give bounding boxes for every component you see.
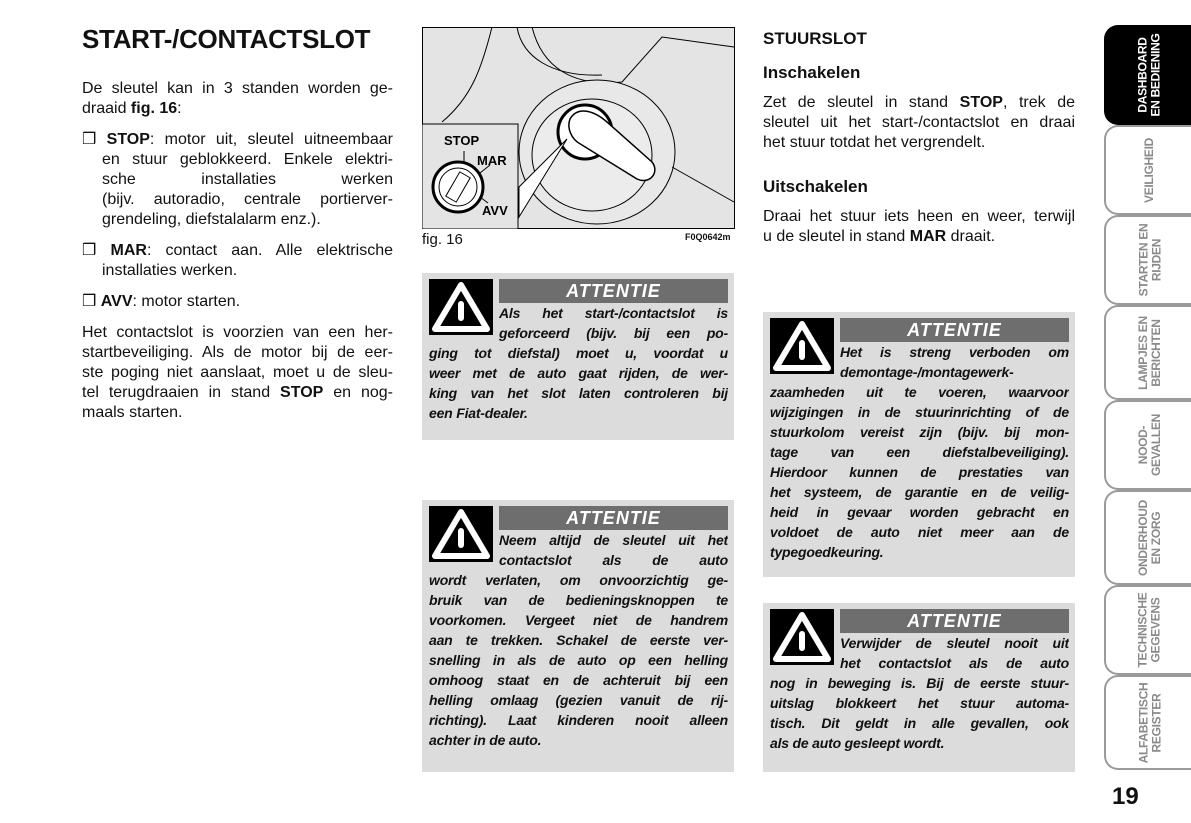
text-line <box>82 343 393 363</box>
chapter-tab-label: TECHNISCHE GEGEVENS <box>1135 592 1163 668</box>
warning-text-line: geforceerd (bijv. bij een po- <box>499 325 728 341</box>
label-mar: MAR <box>477 153 507 168</box>
warning-triangle-icon <box>770 609 834 665</box>
warning-header: ATTENTIE <box>499 279 728 303</box>
text-segment: Het contactslot is voorzien van een her- <box>82 324 393 341</box>
warning-text-line: achter in de auto. <box>429 732 542 748</box>
warning-text-line: contactslot als de auto <box>499 552 728 568</box>
chapter-tab[interactable] <box>1104 215 1191 305</box>
warning-text-line: weer met de auto gaat rijden, de wer- <box>429 365 728 381</box>
text-line <box>82 210 393 230</box>
warning-text-line: heid in gevaar worden gebracht en <box>770 504 1069 520</box>
subsection-heading: Inschakelen <box>763 63 861 82</box>
text-segment: ❒ <box>82 242 111 259</box>
text-segment: : motor uit, sleutel uitneembaar <box>149 131 393 148</box>
text-line <box>82 99 393 119</box>
text-line <box>82 403 393 423</box>
warning-text-line: demontage-/montagewerk- <box>840 364 1014 380</box>
text-line <box>82 323 393 343</box>
left-column <box>82 79 393 423</box>
warning-text-line: bruik van de bedieningsknoppen te <box>429 592 728 608</box>
text-segment: : motor starten. <box>132 293 241 310</box>
chapter-tab-label: VEILIGHEID <box>1142 137 1157 203</box>
figure-code: F0Q0642m <box>685 232 731 242</box>
warning-text-line: tisch. Dit geldt in alle gevallen, ook <box>770 715 1069 731</box>
bullet-item <box>82 292 393 312</box>
warning-header: ATTENTIE <box>840 609 1069 633</box>
text-line <box>82 363 393 383</box>
text-segment: het stuur totdat het vergrendelt. <box>763 134 986 151</box>
warning-box <box>422 273 734 440</box>
warning-box <box>763 603 1075 772</box>
warning-text-line: king van het slot laten controleren bij <box>429 385 728 401</box>
chapter-tab[interactable] <box>1104 25 1191 125</box>
warning-text-line: Verwijder de sleutel nooit uit <box>840 635 1069 651</box>
right-column <box>763 29 1075 247</box>
text-line <box>82 79 393 99</box>
ignition-illustration <box>422 27 735 229</box>
chapter-tab-label: LAMPJES EN BERICHTEN <box>1136 315 1163 390</box>
text-segment: maals starten. <box>82 404 183 421</box>
text-segment: startbeveiliging. Als de motor bij de eer- <box>82 344 393 361</box>
text-segment: sleutel uit het start-/contactslot en draai <box>763 114 1075 131</box>
chapter-tab-label: STARTEN EN RIJDEN <box>1136 223 1163 297</box>
text-segment: grendeling, diefstalalarm enz.). <box>102 211 321 228</box>
warning-text-line: stuurkolom vereist zijn (bijv. bij mon- <box>770 424 1069 440</box>
warning-text-line: een Fiat-dealer. <box>429 405 528 421</box>
text-line <box>82 241 393 261</box>
text-line <box>82 383 393 403</box>
warning-text-line: omhoog staat en de achteruit bij een <box>429 672 728 688</box>
label-stop: STOP <box>444 133 480 148</box>
chapter-tab[interactable] <box>1104 400 1191 490</box>
text-line <box>82 190 393 210</box>
text-segment: ste poging niet aanslaat, moet u de sleu- <box>82 364 393 381</box>
warning-text-line: voldoet de auto niet meer aan de <box>770 524 1069 540</box>
spacer <box>763 153 1075 177</box>
text-line <box>82 170 393 190</box>
warning-text-line: ging tot diefstal) moet u, voordat u <box>429 345 728 361</box>
bold-term: fig. 16 <box>130 100 178 117</box>
warning-text-line: Als het start-/contactslot is <box>499 305 728 321</box>
figure-caption: fig. 16 <box>422 231 463 248</box>
warning-text-line: het systeem, de garantie en de veilig- <box>770 484 1069 500</box>
text-line <box>763 93 1075 113</box>
warning-header: ATTENTIE <box>840 318 1069 342</box>
text-segment: en stuur geblokkeerd. Enkele elektri- <box>102 151 393 168</box>
section-heading: STUURSLOT <box>763 29 867 48</box>
warning-box <box>422 500 734 772</box>
text-segment: ❒ <box>82 131 107 148</box>
chapter-tab[interactable] <box>1104 675 1191 770</box>
text-segment: sche installaties werken <box>102 171 393 188</box>
warning-text-line: als de auto gesleept wordt. <box>770 735 945 751</box>
spacer <box>82 281 393 292</box>
text-segment: Zet de sleutel in stand <box>763 94 960 111</box>
warning-triangle-icon <box>429 279 493 335</box>
chapter-tab-label: ONDERHOUD EN ZORG <box>1136 499 1163 576</box>
warning-text-line: wordt verlaten, om onvoorzichtig ge- <box>429 572 728 588</box>
text-line <box>763 113 1075 133</box>
bullet-item <box>82 130 393 230</box>
warning-text-line: Neem altijd de sleutel uit het <box>499 532 728 548</box>
bold-term: STOP <box>959 94 1003 111</box>
chapter-tab[interactable] <box>1104 125 1191 215</box>
text-segment: : contact aan. Alle elektrische <box>146 242 393 259</box>
text-segment: en nog- <box>323 384 393 401</box>
text-segment: (bijv. autoradio, centrale portierver- <box>102 191 393 208</box>
bold-term: MAR <box>110 242 147 259</box>
text-segment: : <box>177 100 182 117</box>
text-segment: draaid <box>82 100 131 117</box>
warning-text-line: Het is streng verboden om <box>840 344 1069 360</box>
text-segment: Draai het stuur iets heen en weer, terwijl <box>763 208 1075 225</box>
text-line <box>82 130 393 150</box>
text-line <box>82 261 393 281</box>
text-line <box>82 292 393 312</box>
text-line <box>82 150 393 170</box>
chapter-tab[interactable] <box>1104 305 1191 400</box>
bullet-item <box>82 241 393 281</box>
chapter-tab-label: NOOD- GEVALLEN <box>1136 413 1163 477</box>
warning-text-line: aan te trekken. Schakel de eerste ver- <box>429 632 728 648</box>
warning-text-line: Hierdoor kunnen de prestaties van <box>770 464 1069 480</box>
bold-term: STOP <box>106 131 150 148</box>
text-line <box>763 207 1075 227</box>
text-line <box>763 227 1075 247</box>
spacer <box>82 230 393 241</box>
subsection-heading: Uitschakelen <box>763 177 868 196</box>
warning-text-line: tage van een diefstalbeveiliging). <box>770 444 1069 460</box>
warning-text-line: zaamheden uit te voeren, waarvoor <box>770 384 1069 400</box>
warning-text-line: voorkomen. Vergeet niet de handrem <box>429 612 728 628</box>
text-segment: ❒ <box>82 293 101 310</box>
paragraph <box>82 79 393 119</box>
warning-text-line: snelling in als de auto op een helling <box>429 652 728 668</box>
warning-triangle-icon <box>770 318 834 374</box>
chapter-tab-label: ALFABETISCH REGISTER <box>1135 682 1163 763</box>
warning-text-line: uitslag blokkeert het stuur automa- <box>770 695 1069 711</box>
bold-term: AVV <box>100 293 133 310</box>
text-segment: installaties werken. <box>102 262 238 279</box>
text-segment: De sleutel kan in 3 standen worden ge- <box>82 80 393 97</box>
warning-header: ATTENTIE <box>499 506 728 530</box>
chapter-tab-label: DASHBOARD EN BEDIENING <box>1135 33 1163 117</box>
page-number: 19 <box>1112 783 1139 810</box>
warning-box <box>763 312 1075 577</box>
chapter-tab[interactable] <box>1104 585 1191 675</box>
warning-text-line: wijzigingen in de stuurinrichting of de <box>770 404 1069 420</box>
text-segment: draait. <box>946 228 996 245</box>
warning-text-line: het contactslot als de auto <box>840 655 1069 671</box>
text-line <box>763 133 1075 153</box>
text-segment: tel terugdraaien in stand <box>82 384 281 401</box>
figure-16 <box>422 27 735 229</box>
paragraph <box>82 323 393 423</box>
spacer <box>82 119 393 130</box>
bold-term: STOP <box>280 384 324 401</box>
bold-term: MAR <box>909 228 947 245</box>
warning-text-line: richting). Laat kinderen nooit alleen <box>429 712 728 728</box>
text-segment: , trek de <box>1002 94 1075 111</box>
spacer <box>82 312 393 323</box>
warning-triangle-icon <box>429 506 493 562</box>
text-segment: u de sleutel in stand <box>763 228 910 245</box>
label-avv: AVV <box>482 203 508 218</box>
chapter-tab[interactable] <box>1104 490 1191 585</box>
warning-text-line: helling omlaag (gezien vanuit de rij- <box>429 692 728 708</box>
warning-text-line: typegoedkeuring. <box>770 544 884 560</box>
page-title: START-/CONTACTSLOT <box>82 24 371 54</box>
warning-text-line: nog in beweging is. Bij de eerste stuur- <box>770 675 1069 691</box>
